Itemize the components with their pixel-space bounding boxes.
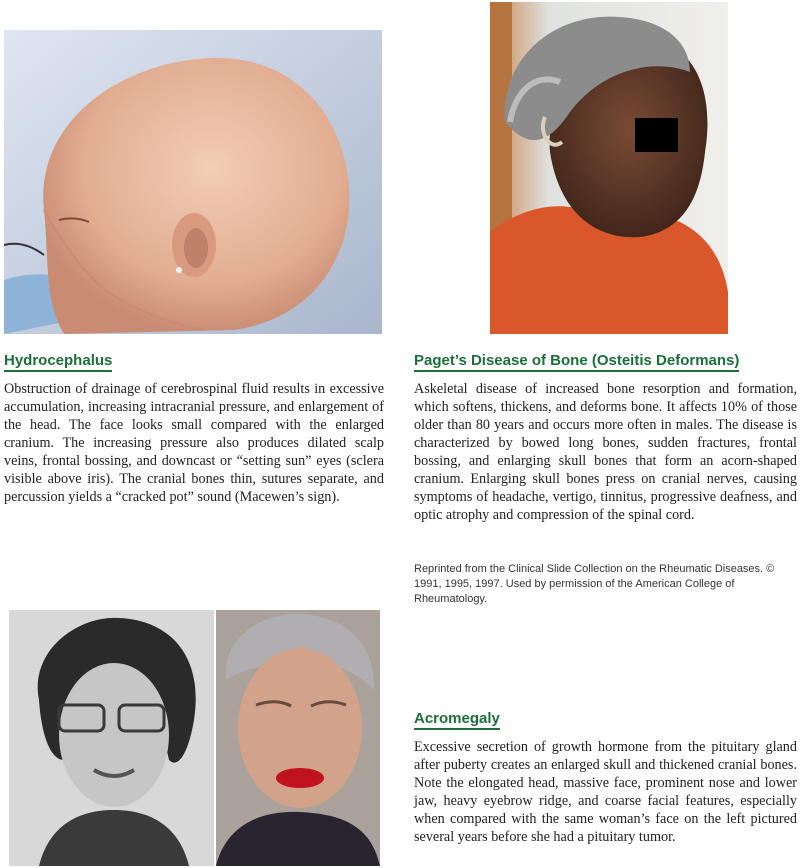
hydrocephalus-heading: Hydrocephalus: [4, 352, 112, 372]
hydrocephalus-photo: [4, 30, 382, 334]
paget-heading: Paget’s Disease of Bone (Osteitis Deformans): [414, 352, 739, 372]
acromegaly-description: Excessive secretion of growth hormone from the pituitary gland after puberty creates an enlarged skull and thickened cranial bones. Note the elongated head, massive face, prominent nose and lower jaw, heavy eyebrow ridge, and coarse facial features, especially when compared with the same woman’s face on the left pictured several years before she had a pituitary tumor.: [414, 739, 797, 845]
acromegaly-before-photo: [9, 610, 214, 866]
paget-credit: Reprinted from the Clinical Slide Collection on the Rheumatic Diseases. © 1991, 1995, 1997. Used by permission of the American College of Rheumatology.: [414, 563, 775, 605]
acromegaly-after-photo: [216, 610, 380, 866]
paget-photo: [490, 2, 728, 334]
paget-description: Askeletal disease of increased bone resorption and formation, which softens, thickens, and deforms bone. It affects 10% of those older than 80 years and occurs more often in males. The disease is characterized by bowed long bones, sudden fractures, frontal bossing, and enlarging skull bones that form an acorn-shaped cranium. Enlarging skull bones press on cranial nerves, causing symptoms of headache, vertigo, tinnitus, progressive deafness, and optic atrophy and compression of the spinal cord.: [414, 381, 797, 523]
hydrocephalus-description: Obstruction of drainage of cerebrospinal fluid results in excessive accumulation, increasing intracranial pressure, and enlargement of the head. The face looks small compared with the enlarged cranium. The increasing pressure also produces dilated scalp veins, frontal bossing, and downcast or “setting sun” eyes (sclera visible above iris). The cranial bones thin, sutures separate, and percussion yields a “cracked pot” sound (Macewen’s sign).: [4, 381, 384, 505]
acromegaly-heading: Acromegaly: [414, 710, 500, 730]
